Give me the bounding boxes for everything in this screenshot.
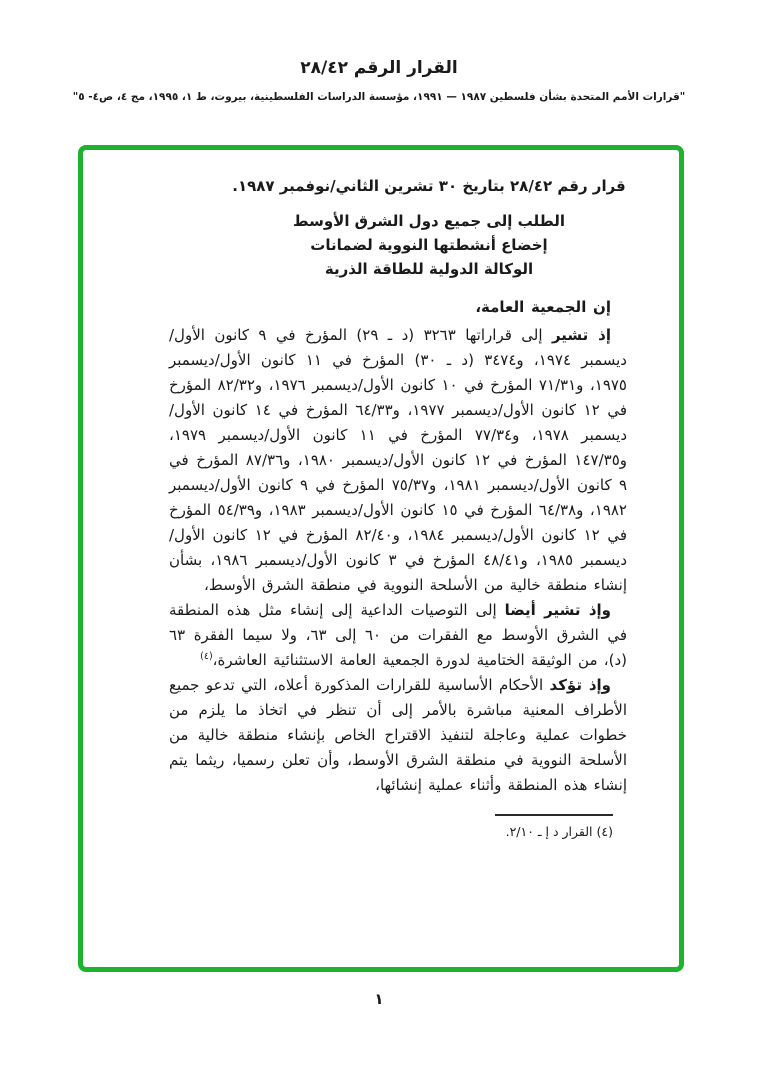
paragraph-lead: وإذ تشير أيضا	[504, 601, 611, 619]
paragraph-text: إلى قراراتها ٣٢٦٣ (د ـ ٢٩) المؤرخ في ٩ كانون الأول/ديسمبر ١٩٧٤، و٣٤٧٤ (د ـ ٣٠) المؤرخ في ١١ كانون الأول/ديسمبر ١٩٧٥، و٧١/٣١ المؤرخ في ١٠ كانون الأول/ديسمبر ١٩٧٦، و٨٢/٣٢ المؤرخ في ١٢ كانون الأول/ديسمبر ١٩٧٧، و٦٤/٣٣ المؤرخ في ١٤ كانون الأول/ديسمبر ١٩٧٨، و٧٧/٣٤ المؤرخ في ١١ كانون الأول/ديسمبر ١٩٧٩، و١٤٧/٣٥ المؤرخ في ١٢ كانون الأول/ديسمبر ١٩٨٠، و٨٧/٣٦ المؤرخ في ٩ كانون الأول/ديسمبر ١٩٨١، و٧٥/٣٧ المؤرخ في ٩ كانون الأول/ديسمبر ١٩٨٢، و٦٤/٣٨ المؤرخ في ١٥ كانون الأول/ديسمبر ١٩٨٣، و٥٤/٣٩ المؤرخ في ١٢ كانون الأول/ديسمبر ١٩٨٤، و٨٢/٤٠ المؤرخ في ١٢ كانون الأول/ديسمبر ١٩٨٥، و٤٨/٤١ المؤرخ في ٣ كانون الأول/ديسمبر ١٩٨٦، بشأن إنشاء منطقة خالية من الأسلحة النووية في منطقة الشرق الأوسط،	[169, 326, 628, 594]
resolution-subtitle-line: إخضاع أنشطتها النووية لضمانات	[310, 236, 548, 254]
resolution-title-block	[231, 174, 627, 281]
paragraph-text: الأحكام الأساسية للقرارات المذكورة أعلاه، التي تدعو جميع الأطراف المعنية مباشرة بالأمر إلى أن تنظر في اتخاذ ما يلزم من خطوات عملية وعاجلة لتنفيذ الاقتراح الخاص بإنشاء منطقة خالية من الأسلحة النووية في منطقة الشرق الأوسط، وأن تعلن رسميا، ريثما يتم إنشاء هذه المنطقة وأثناء عملية إنشائها،	[169, 676, 627, 794]
preambular-paragraph	[169, 598, 627, 673]
resolution-subtitle-line: الطلب إلى جميع دول الشرق الأوسط	[293, 212, 565, 230]
resolution-title-main: قرار رقم ٢٨/٤٢ بتاريخ ٣٠ تشرين الثاني/نوفمبر ١٩٨٧.	[232, 177, 626, 195]
resolution-number-heading: القرار الرقم ٢٨/٤٢	[300, 58, 458, 78]
opening-formula: إن الجمعية العامة،	[475, 298, 611, 316]
footnote-reference: (٤)	[200, 651, 213, 662]
resolution-body	[169, 295, 627, 798]
page-number: ١	[374, 990, 384, 1008]
resolution-content	[83, 150, 679, 842]
footnote-separator-rule	[495, 814, 613, 816]
paragraph-lead: وإذ تؤكد	[549, 676, 612, 694]
paragraph-text: إلى التوصيات الداعية إلى إنشاء مثل هذه المنطقة في الشرق الأوسط مع الفقرات من ٦٠ إلى ٦٣، ولا سيما الفقرة ٦٣ (د)، من الوثيقة الختامية لدورة الجمعية العامة الاستثنائية العاشرة،	[169, 601, 627, 669]
resolution-subtitle-line: الوكالة الدولية للطاقة الذرية	[324, 260, 534, 278]
preambular-paragraph	[169, 673, 627, 798]
footnote-block	[169, 814, 627, 842]
source-citation: "قرارات الأمم المتحدة بشأن فلسطين ١٩٨٧ — ١٩٩١، مؤسسة الدراسات الفلسطينية، بيروت، ط ١، ١٩٩٥، مج ٤، ص٤- ٥"	[72, 91, 686, 103]
paragraph-lead: إذ تشير	[551, 326, 612, 344]
footnote-text: (٤) القرار د إ ـ ٢/١٠.	[505, 824, 613, 839]
preambular-paragraph	[169, 323, 627, 598]
green-border-frame	[78, 145, 684, 972]
